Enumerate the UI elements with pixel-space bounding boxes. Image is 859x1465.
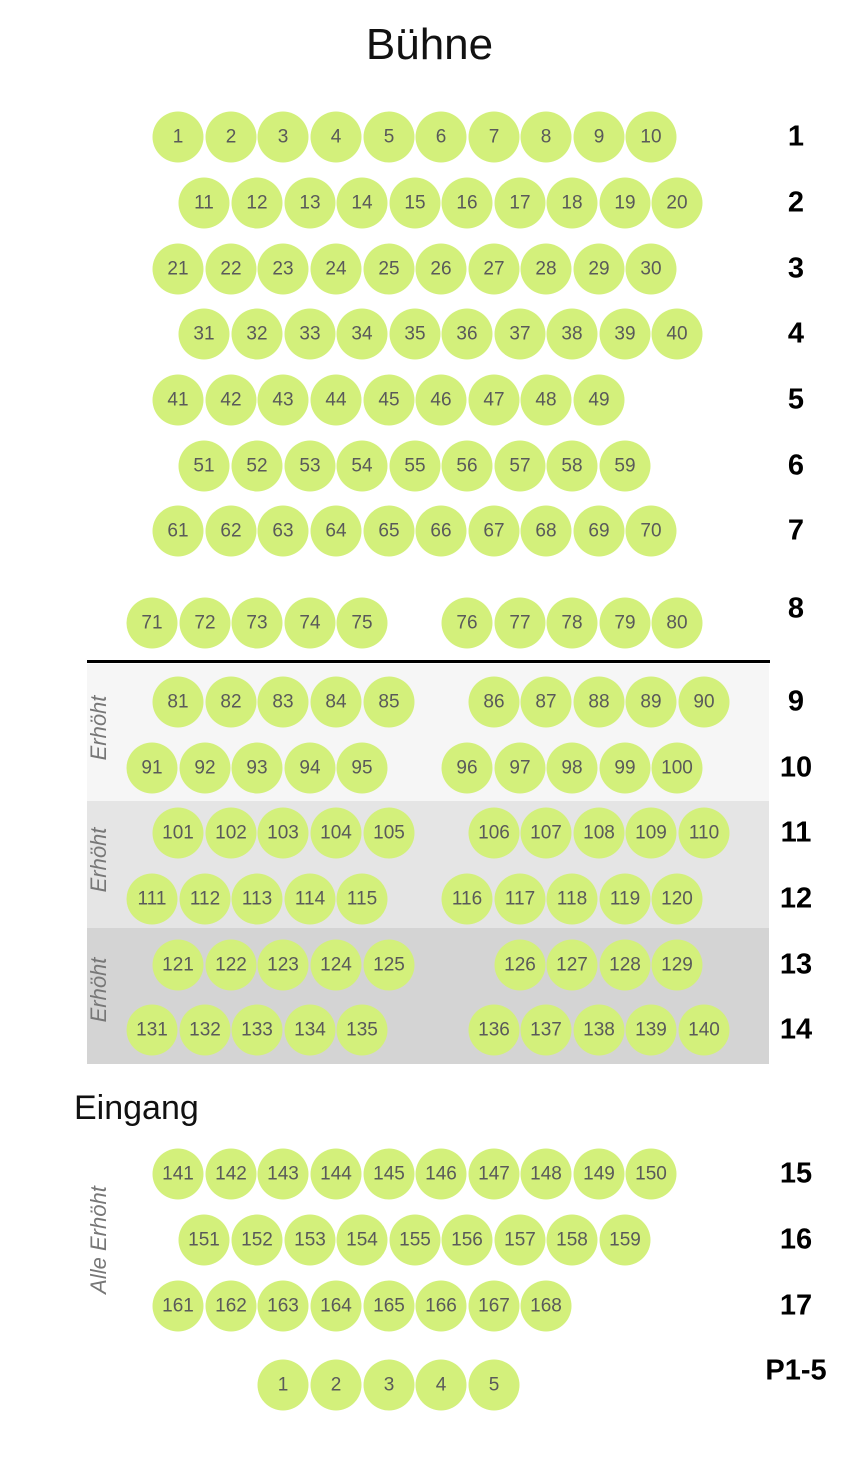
seat[interactable]: 157 <box>495 1215 546 1266</box>
row-label: 14 <box>779 1013 813 1046</box>
row-label: 7 <box>787 514 805 547</box>
seat[interactable]: 148 <box>521 1149 572 1200</box>
seat[interactable]: 107 <box>521 808 572 859</box>
seat[interactable]: 104 <box>311 808 362 859</box>
seat[interactable]: 71 <box>127 598 178 649</box>
seat[interactable]: 154 <box>337 1215 388 1266</box>
seat[interactable]: 64 <box>311 506 362 557</box>
stage-label: Bühne <box>365 20 494 69</box>
seat[interactable]: 127 <box>547 940 598 991</box>
seat[interactable]: 74 <box>285 598 336 649</box>
seat[interactable]: 78 <box>547 598 598 649</box>
seat[interactable]: 86 <box>469 677 520 728</box>
seat[interactable]: 116 <box>442 874 493 925</box>
seat[interactable]: 46 <box>416 375 467 426</box>
seat[interactable]: 129 <box>652 940 703 991</box>
seat[interactable]: 150 <box>626 1149 677 1200</box>
seat[interactable]: 54 <box>337 441 388 492</box>
seat[interactable]: 122 <box>206 940 257 991</box>
raised-label: Erhöht <box>86 695 111 761</box>
raised-label: Erhöht <box>86 957 111 1023</box>
seat[interactable]: 94 <box>285 743 336 794</box>
row-label: 4 <box>787 317 805 350</box>
seat[interactable]: 30 <box>626 244 677 295</box>
seat[interactable]: 100 <box>652 743 703 794</box>
seat[interactable]: 145 <box>364 1149 415 1200</box>
seat[interactable]: 92 <box>180 743 231 794</box>
seat[interactable]: 119 <box>600 874 651 925</box>
row-label: 2 <box>787 186 805 219</box>
seat[interactable]: 117 <box>495 874 546 925</box>
seat[interactable]: 29 <box>574 244 625 295</box>
seat[interactable]: 79 <box>600 598 651 649</box>
seat[interactable]: 15 <box>390 178 441 229</box>
seat[interactable]: 22 <box>206 244 257 295</box>
seat[interactable]: 149 <box>574 1149 625 1200</box>
seat[interactable]: 32 <box>232 309 283 360</box>
seat[interactable]: 110 <box>679 808 730 859</box>
seat[interactable]: 13 <box>285 178 336 229</box>
seat[interactable]: 35 <box>390 309 441 360</box>
seat[interactable]: 2 <box>206 112 257 163</box>
seat[interactable]: 27 <box>469 244 520 295</box>
seat[interactable]: 72 <box>180 598 231 649</box>
seat[interactable]: 1 <box>258 1360 309 1411</box>
seat[interactable]: 39 <box>600 309 651 360</box>
seat[interactable]: 24 <box>311 244 362 295</box>
seat[interactable]: 144 <box>311 1149 362 1200</box>
seat[interactable]: 9 <box>574 112 625 163</box>
seat[interactable]: 41 <box>153 375 204 426</box>
seat[interactable]: 6 <box>416 112 467 163</box>
seat[interactable]: 75 <box>337 598 388 649</box>
seat[interactable]: 3 <box>364 1360 415 1411</box>
seat[interactable]: 132 <box>180 1005 231 1056</box>
seat[interactable]: 21 <box>153 244 204 295</box>
seat[interactable]: 98 <box>547 743 598 794</box>
seat[interactable]: 146 <box>416 1149 467 1200</box>
seat[interactable]: 153 <box>285 1215 336 1266</box>
seat[interactable]: 101 <box>153 808 204 859</box>
seat[interactable]: 166 <box>416 1281 467 1332</box>
seat[interactable]: 62 <box>206 506 257 557</box>
seat[interactable]: 128 <box>600 940 651 991</box>
seat[interactable]: 141 <box>153 1149 204 1200</box>
seat[interactable]: 51 <box>179 441 230 492</box>
seat[interactable]: 140 <box>679 1005 730 1056</box>
seat[interactable]: 69 <box>574 506 625 557</box>
seat[interactable]: 118 <box>547 874 598 925</box>
seat[interactable]: 112 <box>180 874 231 925</box>
seat[interactable]: 113 <box>232 874 283 925</box>
seat[interactable]: 102 <box>206 808 257 859</box>
seat[interactable]: 108 <box>574 808 625 859</box>
row-label: 3 <box>787 252 805 285</box>
seat[interactable]: 136 <box>469 1005 520 1056</box>
seat[interactable]: 137 <box>521 1005 572 1056</box>
row-label: 13 <box>779 948 813 981</box>
seat[interactable]: 143 <box>258 1149 309 1200</box>
seat[interactable]: 12 <box>232 178 283 229</box>
seat[interactable]: 26 <box>416 244 467 295</box>
row-label: 1 <box>787 120 805 153</box>
seat[interactable]: 97 <box>495 743 546 794</box>
seat[interactable]: 4 <box>311 112 362 163</box>
seat[interactable]: 139 <box>626 1005 677 1056</box>
seat[interactable]: 38 <box>547 309 598 360</box>
seat[interactable]: 131 <box>127 1005 178 1056</box>
seat[interactable]: 96 <box>442 743 493 794</box>
seat[interactable]: 109 <box>626 808 677 859</box>
row-label: P1-5 <box>765 1354 827 1387</box>
seat[interactable]: 2 <box>311 1360 362 1411</box>
seat[interactable]: 87 <box>521 677 572 728</box>
seat[interactable]: 167 <box>469 1281 520 1332</box>
seat[interactable]: 106 <box>469 808 520 859</box>
row-label: 12 <box>779 882 813 915</box>
seat[interactable]: 16 <box>442 178 493 229</box>
seat[interactable]: 158 <box>547 1215 598 1266</box>
seat[interactable]: 47 <box>469 375 520 426</box>
seat[interactable]: 43 <box>258 375 309 426</box>
seat[interactable]: 85 <box>364 677 415 728</box>
row-label: 10 <box>779 751 813 784</box>
seat[interactable]: 151 <box>179 1215 230 1266</box>
section-divider <box>87 660 770 663</box>
seat[interactable]: 152 <box>232 1215 283 1266</box>
seat[interactable]: 57 <box>495 441 546 492</box>
seat[interactable]: 28 <box>521 244 572 295</box>
seat[interactable]: 37 <box>495 309 546 360</box>
seat[interactable]: 4 <box>416 1360 467 1411</box>
seat[interactable]: 111 <box>127 874 178 925</box>
row-label: 5 <box>787 383 805 416</box>
seat[interactable]: 67 <box>469 506 520 557</box>
seat[interactable]: 5 <box>364 112 415 163</box>
row-label: 9 <box>787 685 805 718</box>
seat[interactable]: 114 <box>285 874 336 925</box>
seat[interactable]: 18 <box>547 178 598 229</box>
seat[interactable]: 99 <box>600 743 651 794</box>
seat[interactable]: 125 <box>364 940 415 991</box>
raised-label: Erhöht <box>86 827 111 893</box>
seat[interactable]: 138 <box>574 1005 625 1056</box>
seat[interactable]: 134 <box>285 1005 336 1056</box>
seat[interactable]: 11 <box>179 178 230 229</box>
seat[interactable]: 76 <box>442 598 493 649</box>
seat[interactable]: 156 <box>442 1215 493 1266</box>
seat[interactable]: 93 <box>232 743 283 794</box>
seat[interactable]: 89 <box>626 677 677 728</box>
row-label: 8 <box>787 592 805 625</box>
seat[interactable]: 3 <box>258 112 309 163</box>
seat[interactable]: 162 <box>206 1281 257 1332</box>
seat[interactable]: 40 <box>652 309 703 360</box>
seat[interactable]: 23 <box>258 244 309 295</box>
seat[interactable]: 142 <box>206 1149 257 1200</box>
seat[interactable]: 14 <box>337 178 388 229</box>
seat[interactable]: 10 <box>626 112 677 163</box>
row-label: 17 <box>779 1289 813 1322</box>
seat[interactable]: 59 <box>600 441 651 492</box>
seat[interactable]: 120 <box>652 874 703 925</box>
seat[interactable]: 83 <box>258 677 309 728</box>
seat[interactable]: 58 <box>547 441 598 492</box>
seat[interactable]: 135 <box>337 1005 388 1056</box>
seat[interactable]: 121 <box>153 940 204 991</box>
seat[interactable]: 81 <box>153 677 204 728</box>
seat[interactable]: 17 <box>495 178 546 229</box>
seat[interactable]: 165 <box>364 1281 415 1332</box>
seat[interactable]: 63 <box>258 506 309 557</box>
seat[interactable]: 155 <box>390 1215 441 1266</box>
seat[interactable]: 8 <box>521 112 572 163</box>
seat[interactable]: 31 <box>179 309 230 360</box>
seat[interactable]: 33 <box>285 309 336 360</box>
seat[interactable]: 36 <box>442 309 493 360</box>
seat[interactable]: 25 <box>364 244 415 295</box>
seat[interactable]: 44 <box>311 375 362 426</box>
seat[interactable]: 90 <box>679 677 730 728</box>
seat[interactable]: 133 <box>232 1005 283 1056</box>
seat[interactable]: 1 <box>153 112 204 163</box>
row-label: 16 <box>779 1223 813 1256</box>
seat[interactable]: 77 <box>495 598 546 649</box>
seat[interactable]: 70 <box>626 506 677 557</box>
seat[interactable]: 147 <box>469 1149 520 1200</box>
seat[interactable]: 20 <box>652 178 703 229</box>
seat[interactable]: 68 <box>521 506 572 557</box>
seat[interactable]: 124 <box>311 940 362 991</box>
seat[interactable]: 123 <box>258 940 309 991</box>
seat[interactable]: 45 <box>364 375 415 426</box>
seat[interactable]: 52 <box>232 441 283 492</box>
seat[interactable]: 84 <box>311 677 362 728</box>
all-raised-label: Alle Erhöht <box>86 1186 111 1294</box>
seat[interactable]: 161 <box>153 1281 204 1332</box>
seat[interactable]: 95 <box>337 743 388 794</box>
seat[interactable]: 61 <box>153 506 204 557</box>
seat[interactable]: 126 <box>495 940 546 991</box>
seat[interactable]: 42 <box>206 375 257 426</box>
seat[interactable]: 80 <box>652 598 703 649</box>
seat[interactable]: 164 <box>311 1281 362 1332</box>
row-label: 15 <box>779 1157 813 1190</box>
seat[interactable]: 159 <box>600 1215 651 1266</box>
seat[interactable]: 105 <box>364 808 415 859</box>
seat[interactable]: 55 <box>390 441 441 492</box>
seat[interactable]: 115 <box>337 874 388 925</box>
seat[interactable]: 53 <box>285 441 336 492</box>
seat[interactable]: 73 <box>232 598 283 649</box>
seat[interactable]: 82 <box>206 677 257 728</box>
seat[interactable]: 65 <box>364 506 415 557</box>
seat[interactable]: 91 <box>127 743 178 794</box>
seat[interactable]: 66 <box>416 506 467 557</box>
row-label: 6 <box>787 449 805 482</box>
seat[interactable]: 49 <box>574 375 625 426</box>
seat[interactable]: 88 <box>574 677 625 728</box>
seat[interactable]: 168 <box>521 1281 572 1332</box>
seat[interactable]: 7 <box>469 112 520 163</box>
seat[interactable]: 103 <box>258 808 309 859</box>
seat[interactable]: 56 <box>442 441 493 492</box>
seat[interactable]: 5 <box>469 1360 520 1411</box>
row-label: 11 <box>780 816 812 849</box>
seat[interactable]: 163 <box>258 1281 309 1332</box>
seat[interactable]: 48 <box>521 375 572 426</box>
seat[interactable]: 34 <box>337 309 388 360</box>
entrance-label: Eingang <box>74 1089 199 1127</box>
seat[interactable]: 19 <box>600 178 651 229</box>
